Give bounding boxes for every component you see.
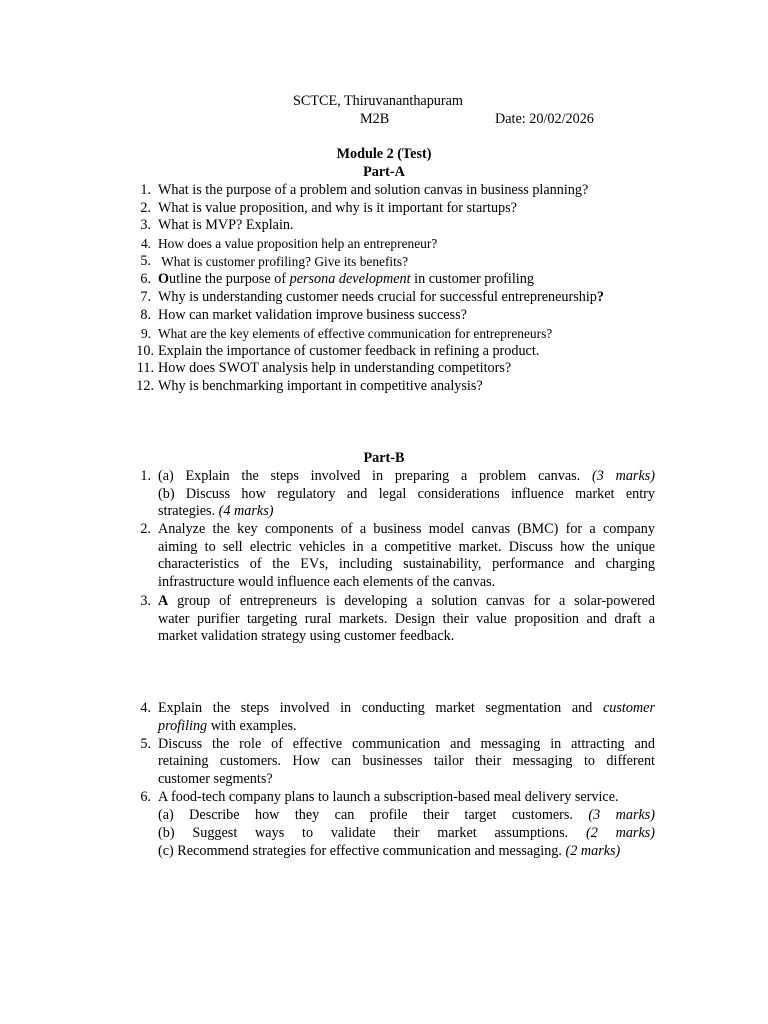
question-text: Discuss the role of effective communication and messaging in attracting and: [158, 736, 655, 752]
question-text: [158, 468, 655, 486]
question-number: 7.: [140, 289, 151, 305]
question-text: [158, 289, 604, 307]
question-emphasis: profiling: [158, 718, 208, 734]
question-text: What are the key elements of effective communication for entrepreneurs?: [158, 326, 553, 341]
question-number: 12.: [136, 378, 154, 394]
question-text: retaining customers. How can businesses tailor their messaging to different: [158, 753, 655, 769]
question-number: 6.: [140, 271, 151, 287]
institution-name: SCTCE, Thiruvananthapuram: [293, 93, 463, 109]
question-number: 10.: [136, 343, 154, 359]
question-number: 6.: [140, 789, 151, 805]
question-text: A food-tech company plans to launch a subscription-based meal delivery service.: [158, 789, 619, 805]
question-text: [158, 503, 655, 521]
question-text: infrastructure would influence each elements of the canvas.: [158, 574, 496, 590]
question-text: What is customer profiling? Give its benefits?: [158, 254, 409, 269]
question-number: 1.: [140, 468, 151, 484]
subquestion-text: (b) Suggest ways to validate their market assumptions.: [158, 825, 569, 841]
marks-label: (3 marks): [588, 807, 656, 823]
page-title: Module 2 (Test): [336, 146, 432, 162]
question-text: [158, 843, 655, 861]
question-text-part: Explain the steps involved in conducting market segmentation and: [158, 700, 593, 716]
question-text-part: Why is understanding customer needs crucial for successful entrepreneurship: [158, 289, 597, 305]
question-mark: ?: [596, 289, 604, 305]
marks-label: (3 marks): [592, 468, 655, 484]
question-number: 5.: [140, 736, 151, 752]
question-number: 11.: [136, 360, 154, 376]
question-text: [158, 825, 655, 843]
question-text-part: utline the purpose of: [169, 271, 290, 287]
subquestion-text: (a) Describe how they can profile their target customers.: [158, 807, 573, 823]
question-emphasis: persona development: [289, 271, 411, 287]
question-number: 2.: [140, 200, 151, 216]
question-text: What is the purpose of a problem and solution canvas in business planning?: [158, 182, 589, 198]
question-text: How does a value proposition help an entrepreneur?: [158, 236, 438, 251]
exam-date: Date: 20/02/2026: [495, 111, 594, 127]
question-text: [158, 700, 655, 718]
question-number: 4.: [140, 700, 151, 716]
question-number: 8.: [140, 307, 151, 323]
question-text: aiming to sell electric vehicles in a competitive market. Discuss how the unique: [158, 539, 655, 555]
part-b-heading: Part-B: [363, 450, 405, 466]
question-text: Analyze the key components of a business model canvas (BMC) for a company: [158, 521, 655, 537]
question-text: Why is benchmarking important in competitive analysis?: [158, 378, 483, 394]
question-number: 3.: [140, 593, 151, 609]
question-text: water purifier targeting rural markets. Design their value proposition and draft a: [158, 611, 655, 627]
question-text: [158, 593, 655, 611]
part-a-heading: Part-A: [363, 164, 405, 180]
subquestion-text: (c) Recommend strategies for effective communication and messaging.: [158, 843, 562, 859]
question-lead-letter: O: [158, 271, 170, 287]
subquestion-text: (a) Explain the steps involved in preparing a problem canvas.: [158, 468, 581, 484]
question-text: [158, 271, 534, 289]
question-text: How can market validation improve business success?: [158, 307, 467, 323]
question-text: [158, 718, 655, 736]
question-number: 4.: [140, 236, 151, 251]
marks-label: (2 marks): [585, 825, 655, 841]
question-text: What is value proposition, and why is it important for startups?: [158, 200, 517, 216]
question-text-part: group of entrepreneurs is developing a solution canvas for a solar-powered: [168, 593, 655, 609]
subquestion-text: strategies.: [158, 503, 216, 519]
question-text: What is MVP? Explain.: [158, 217, 294, 233]
question-text: market validation strategy using customer feedback.: [158, 628, 455, 644]
question-text: characteristics of the EVs, including sustainability, performance and charging: [158, 556, 655, 572]
question-number: 1.: [140, 182, 151, 198]
class-code: M2B: [360, 111, 390, 127]
question-text: How does SWOT analysis help in understanding competitors?: [158, 360, 512, 376]
question-emphasis: customer: [602, 700, 655, 716]
question-text: (b) Discuss how regulatory and legal considerations influence market entry: [158, 486, 655, 502]
question-lead-letter: A: [158, 593, 169, 609]
question-text-part: in customer profiling: [410, 271, 534, 287]
question-text-part: with examples.: [207, 718, 297, 734]
marks-label: (4 marks): [218, 503, 274, 519]
marks-label: (2 marks): [565, 843, 621, 859]
question-text: customer segments?: [158, 771, 273, 787]
question-number: 9.: [140, 326, 151, 341]
question-number: 2.: [140, 521, 151, 537]
question-text: Explain the importance of customer feedback in refining a product.: [158, 343, 540, 359]
question-number: 5.: [140, 253, 151, 269]
question-number: 3.: [140, 217, 151, 233]
question-text: [158, 807, 655, 825]
